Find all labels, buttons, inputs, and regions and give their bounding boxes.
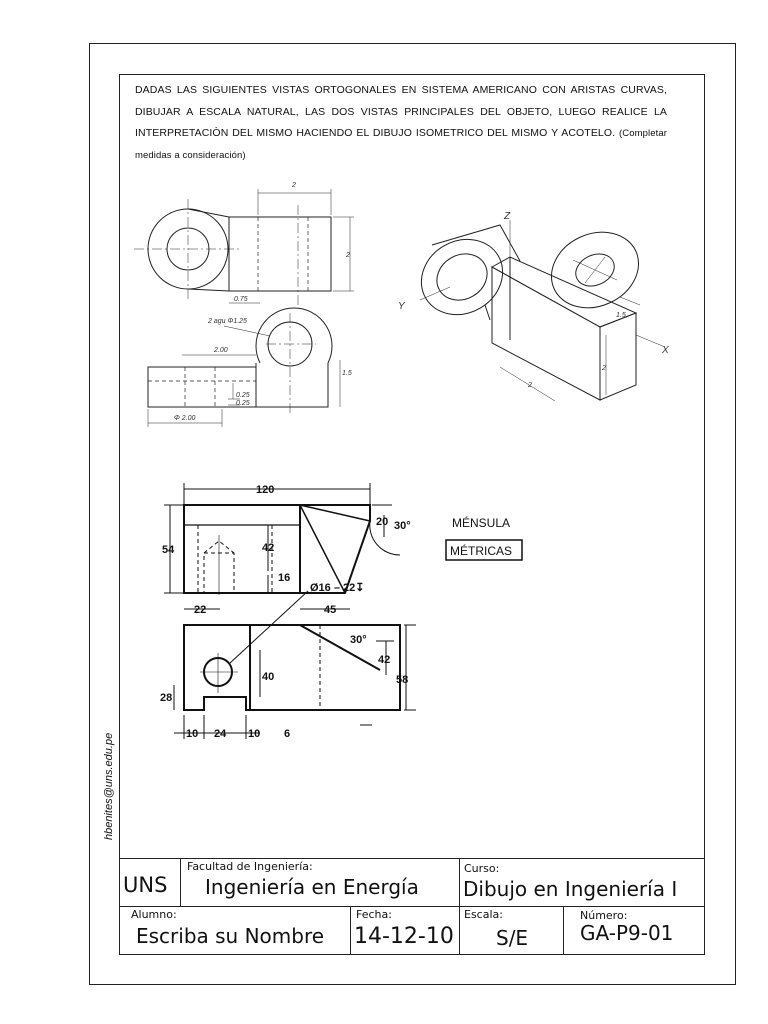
dim-075: 0.75: [234, 296, 248, 303]
dim-15: 1.5: [342, 370, 352, 377]
number-value: GA-P9-01: [580, 921, 674, 945]
side-email: hbenites@uns.edu.pe: [103, 732, 115, 840]
isometric-drawing: [390, 205, 690, 420]
student-label: Alumno:: [131, 908, 177, 921]
dim-22: 22: [194, 604, 207, 616]
dim-54: 54: [162, 544, 175, 556]
org-name: UNS: [123, 873, 168, 897]
axis-y: Y: [398, 301, 405, 312]
mensula-drawing: [160, 475, 550, 750]
student-value: Escriba su Nombre: [136, 924, 325, 948]
dim-20: 20: [376, 516, 389, 528]
scale-cell: [460, 906, 564, 955]
dim-120: 120: [256, 484, 275, 496]
dim-10a: 10: [186, 728, 199, 740]
dim-200: 2.00: [214, 347, 228, 354]
dim-28: 28: [160, 692, 173, 704]
dim-10b: 10: [248, 728, 261, 740]
title-block: [119, 858, 705, 955]
date-label: Fecha:: [356, 908, 392, 921]
number-label: Número:: [580, 909, 628, 922]
dim-30a: 30°: [394, 520, 411, 532]
dim-6: 6: [284, 728, 291, 740]
date-value: 14-12-10: [354, 924, 454, 949]
instructions-note: (Completar medidas a consideración): [135, 128, 667, 161]
axis-z: Z: [504, 211, 511, 222]
dim-24: 24: [214, 728, 227, 740]
dim-right: 2: [346, 252, 350, 259]
axis-x: X: [662, 345, 669, 356]
dim-42a: 42: [262, 542, 275, 554]
mensula-title: MÉNSULA: [452, 516, 511, 530]
dim-phi200: Φ 2.00: [174, 415, 196, 422]
course-value: Dibujo en Ingeniería I: [463, 877, 678, 901]
dim-025a: 0.25: [236, 392, 250, 399]
iso-dim-2a: 2: [528, 382, 532, 389]
scale-value: S/E: [496, 926, 529, 950]
dim-30b: 30°: [350, 634, 367, 646]
instructions-main: DADAS LAS SIGUIENTES VISTAS ORTOGONALES EN SISTEMA AMERICANO CON ARISTAS CURVAS, DIBUJAR A ESCALA NATURAL, LAS DOS VISTAS PRINCIPALES DEL OBJETO, LUEGO REALICE LA INTERPRETACIÒN DEL MISMO HACIENDO EL DIBUJO ISOMETRICO DEL MISMO Y ACOTELO.: [135, 84, 667, 139]
dim-top: 2: [292, 182, 296, 189]
org-cell: [119, 858, 181, 906]
hole-callout: Ø16 – 22↧: [310, 582, 365, 594]
dim-025b: 0.25: [236, 400, 250, 407]
hole-note: 2 agu Φ1.25: [208, 318, 247, 325]
faculty-cell: [181, 858, 460, 906]
dim-45: 45: [324, 604, 337, 616]
orthographic-views-drawing: [130, 175, 380, 435]
dim-40: 40: [262, 671, 275, 683]
iso-dim-15: 1.5: [616, 312, 626, 319]
dim-58: 58: [396, 674, 409, 686]
dim-42b: 42: [378, 654, 391, 666]
dim-16: 16: [278, 572, 291, 584]
faculty-label: Facultad de Ingeniería:: [187, 860, 313, 873]
course-label: Curso:: [464, 862, 500, 875]
date-cell: [351, 906, 460, 955]
faculty-value: Ingeniería en Energía: [205, 875, 419, 899]
mensula-units: MÉTRICAS: [450, 544, 513, 558]
student-cell: [119, 906, 351, 955]
scale-label: Escala:: [464, 908, 503, 921]
instructions-text: [135, 80, 667, 166]
iso-dim-2b: 2: [602, 365, 606, 372]
course-cell: [460, 858, 705, 906]
number-cell: [564, 906, 705, 955]
